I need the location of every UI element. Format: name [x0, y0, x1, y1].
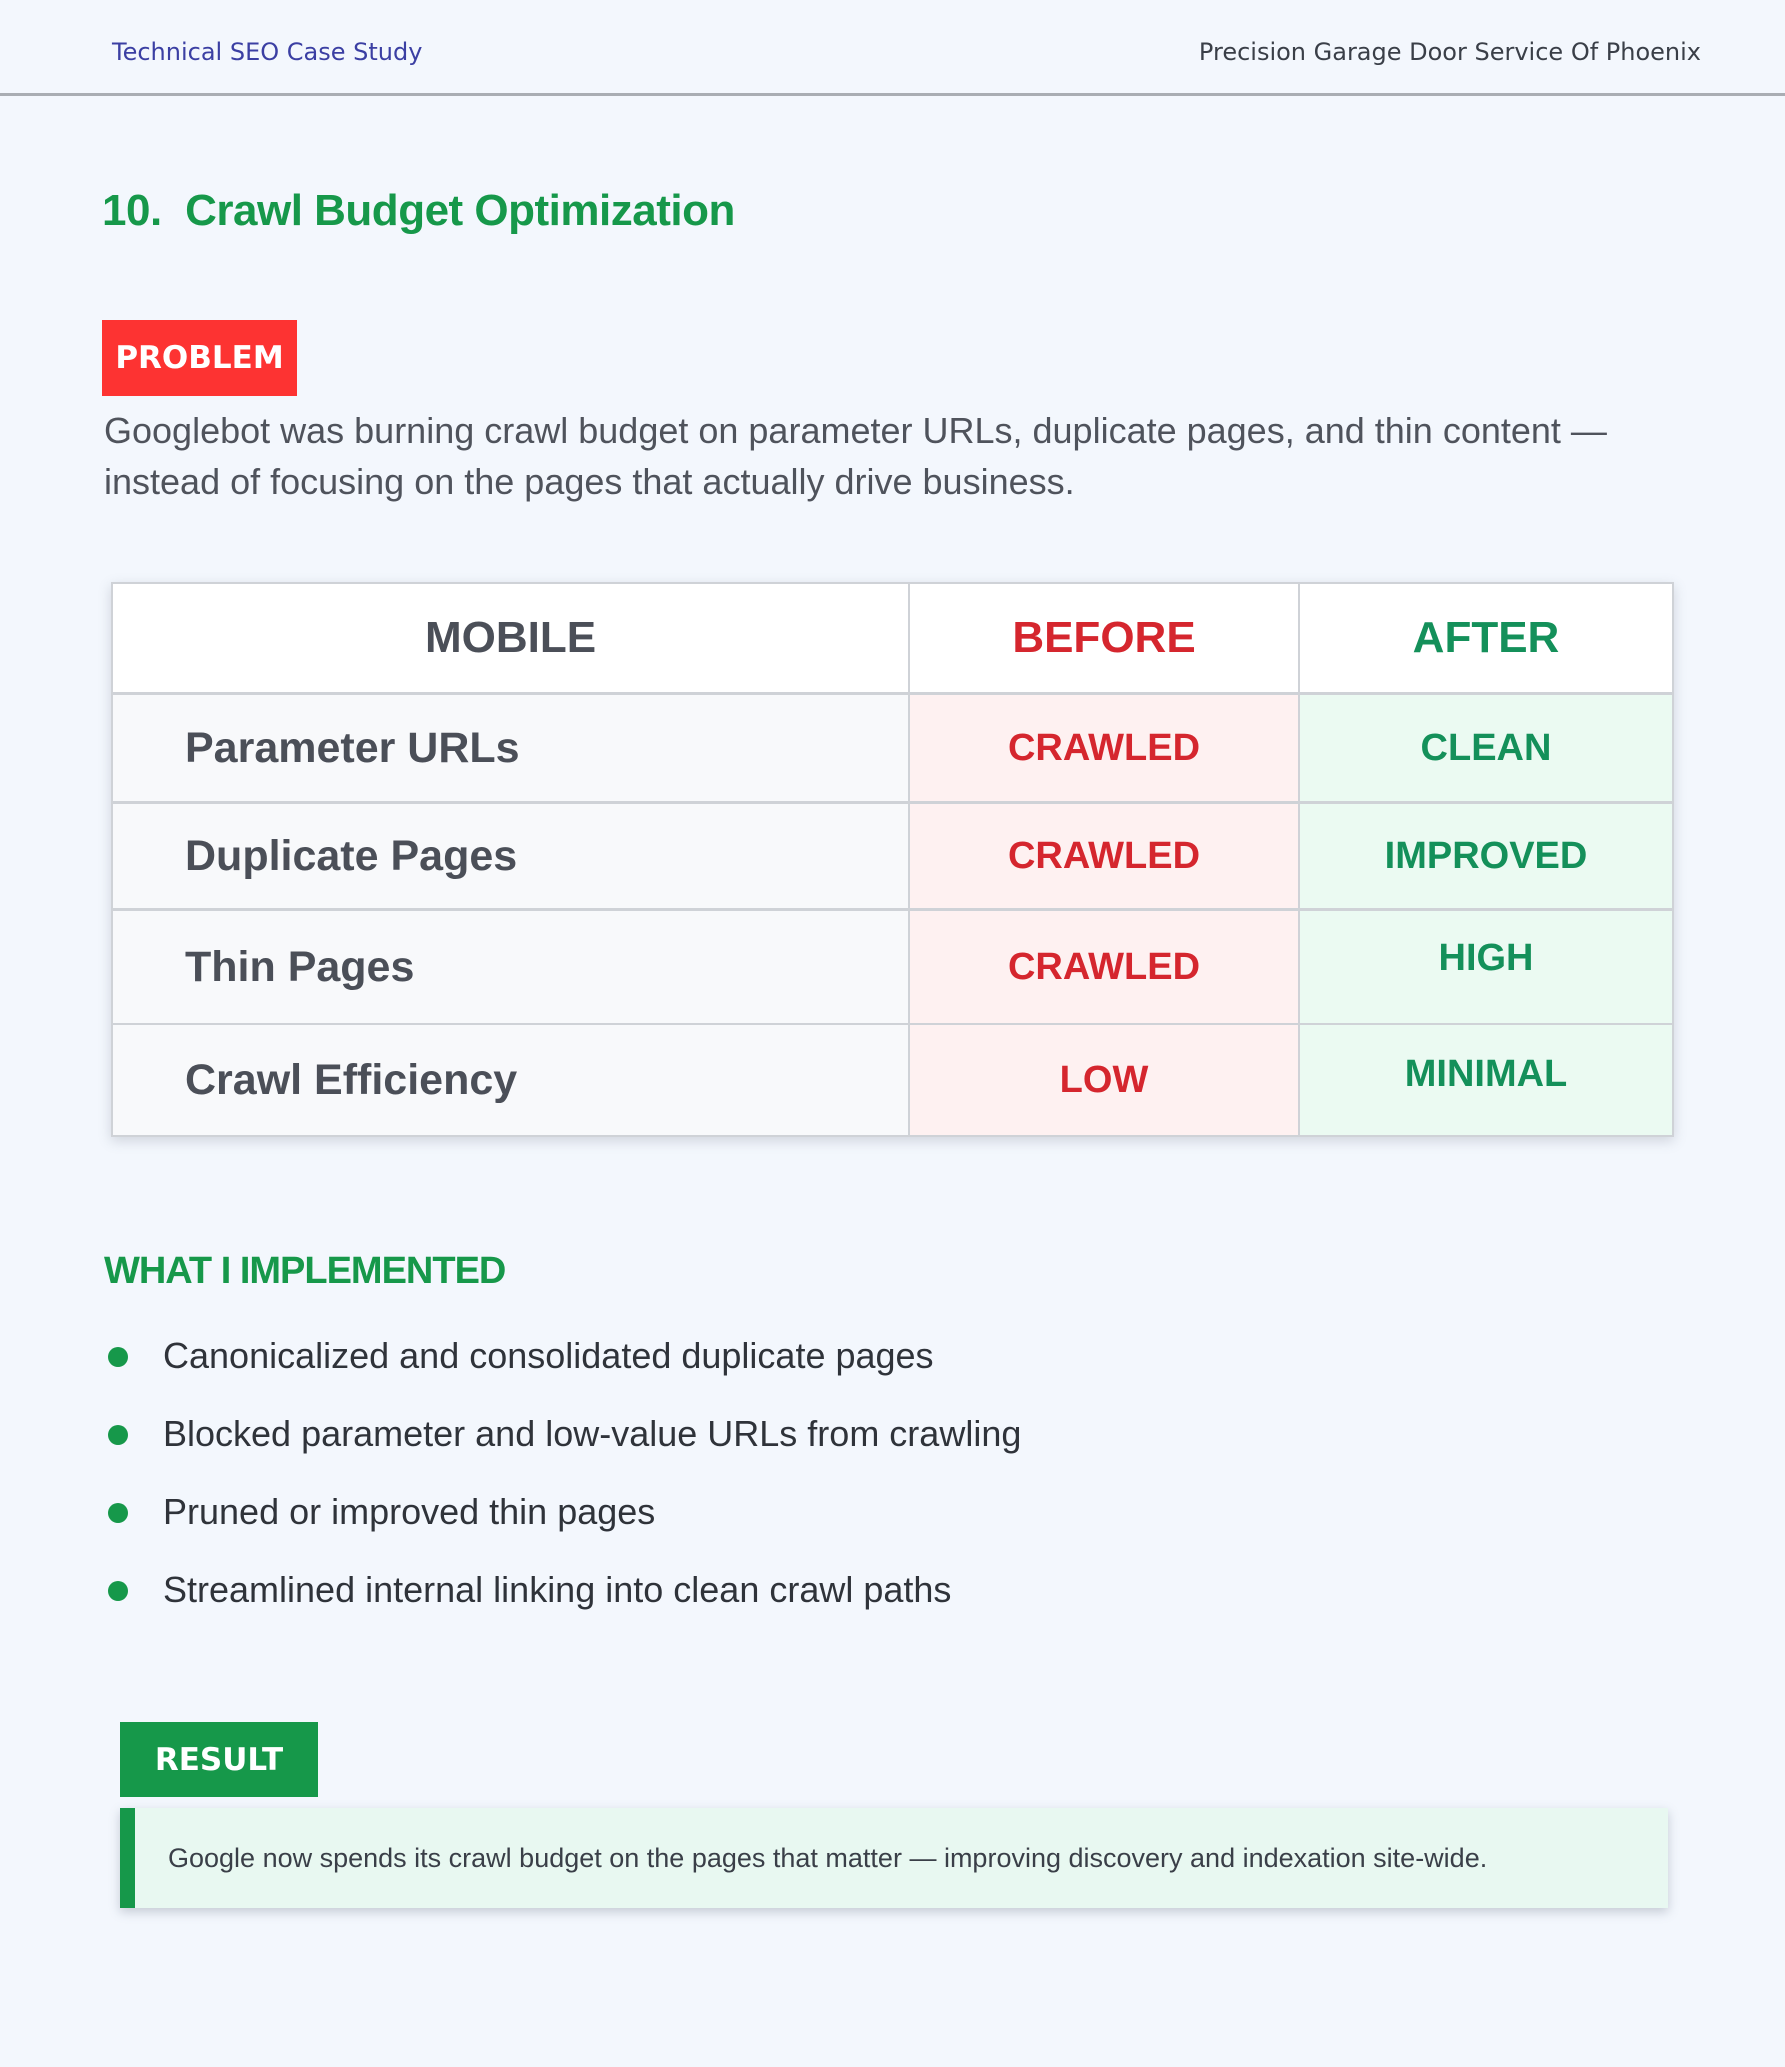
table-row-label: Crawl Efficiency: [113, 1025, 910, 1135]
bullet-dot-icon: [108, 1503, 128, 1523]
section-title: 10. Crawl Budget Optimization: [102, 186, 735, 235]
table-row-after: MINIMAL: [1300, 1025, 1672, 1135]
column-header-mobile: MOBILE: [113, 584, 910, 692]
implemented-heading: WHAT I IMPLEMENTED: [104, 1250, 506, 1292]
table-row-before: CRAWLED: [910, 911, 1300, 1023]
comparison-table: [111, 582, 1674, 1137]
column-header-before: BEFORE: [910, 584, 1300, 692]
table-row-after: CLEAN: [1300, 695, 1672, 801]
result-callout: [120, 1808, 1668, 1908]
client-name: Precision Garage Door Service Of Phoenix: [1198, 38, 1701, 66]
list-item: [108, 1564, 1021, 1642]
table-row-label: Duplicate Pages: [113, 804, 910, 908]
list-item-text: Canonicalized and consolidated duplicate pages: [163, 1335, 934, 1376]
table-row-before: LOW: [910, 1025, 1300, 1135]
result-badge: RESULT: [120, 1722, 318, 1797]
column-header-after: AFTER: [1300, 584, 1672, 692]
case-study-label: Technical SEO Case Study: [112, 38, 423, 66]
bullet-dot-icon: [108, 1581, 128, 1601]
list-item: [108, 1408, 1021, 1486]
problem-badge: PROBLEM: [102, 320, 297, 396]
list-item: [108, 1330, 1021, 1408]
list-item-text: Streamlined internal linking into clean crawl paths: [163, 1569, 952, 1610]
table-row-after: HIGH: [1300, 911, 1672, 1023]
bullet-dot-icon: [108, 1347, 128, 1367]
table-row-label: Thin Pages: [113, 911, 910, 1023]
table-row-after: IMPROVED: [1300, 804, 1672, 908]
table-row-before: CRAWLED: [910, 695, 1300, 801]
page-header: [0, 0, 1785, 96]
list-item: [108, 1486, 1021, 1564]
result-description: Google now spends its crawl budget on the pages that matter — improving discovery and indexation site-wide.: [168, 1842, 1488, 1873]
list-item-text: Pruned or improved thin pages: [163, 1491, 656, 1532]
problem-description: Googlebot was burning crawl budget on parameter URLs, duplicate pages, and thin content — instead of focusing on the pages that actually drive business.: [104, 410, 1607, 502]
list-item-text: Blocked parameter and low-value URLs from crawling: [163, 1413, 1022, 1454]
bullet-dot-icon: [108, 1425, 128, 1445]
table-row-before: CRAWLED: [910, 804, 1300, 908]
implemented-list: [108, 1330, 1021, 1642]
table-row-label: Parameter URLs: [113, 695, 910, 801]
